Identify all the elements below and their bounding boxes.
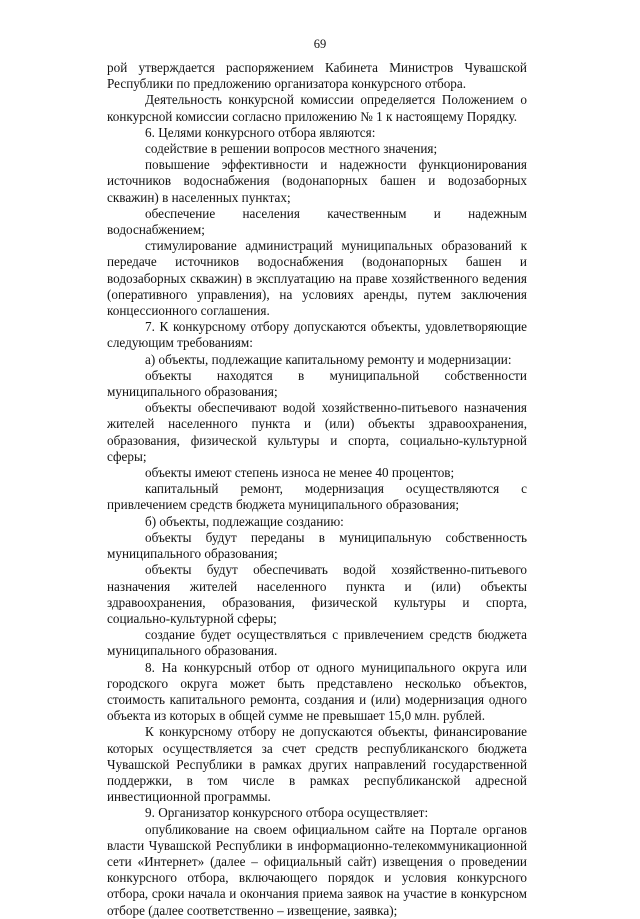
paragraph: объекты обеспечивают водой хозяйственно-питьевого назначения жителей населенного пункта и (или) объекты здравоохранения, образования, физической культуры и спорта, социально-культурной сферы;: [107, 400, 527, 464]
paragraph: К конкурсному отбору не допускаются объекты, финансирование которых осуществляется за счет средств республиканского бюджета Чувашской Республики в рамках других направлений государственной поддержки, в том числе в рамках республиканской адресной инвестиционной программы.: [107, 724, 527, 805]
paragraph: объекты будут обеспечивать водой хозяйственно-питьевого назначения жителей населенного пункта и (или) объекты здравоохранения, образования, физической культуры и спорта, социально-культурной сферы;: [107, 562, 527, 626]
paragraph: объекты будут переданы в муниципальную собственность муниципального образования;: [107, 529, 527, 562]
paragraph: опубликование на своем официальном сайте на Портале органов власти Чувашской Республики в информационно-телекоммуникационной сети «Интернет» (далее – официальный сайт) извещения о проведении конкурсного отбора, включающего порядок и условия конкурсного отбора, сроки начала и окончания приема заявок на участие в конкурсном отборе (далее соответственно – извещение, заявка);: [107, 821, 527, 918]
document-body: [107, 60, 527, 919]
paragraph: 7. К конкурсному отбору допускаются объекты, удовлетворяющие следующим требованиям:: [107, 319, 527, 351]
paragraph: Деятельность конкурсной комиссии определяется Положением о конкурсной комиссии согласно приложению № 1 к настоящему Порядку.: [107, 92, 527, 124]
paragraph: б) объекты, подлежащие созданию:: [145, 513, 344, 529]
paragraph: объекты имеют степень износа не менее 40 процентов;: [145, 465, 455, 481]
paragraph: капитальный ремонт, модернизация осуществляются с привлечением средств бюджета муниципального образования;: [107, 481, 527, 513]
paragraph: 9. Организатор конкурсного отбора осуществляет:: [145, 805, 429, 821]
paragraph: содействие в решении вопросов местного значения;: [145, 141, 438, 157]
paragraph: 8. На конкурсный отбор от одного муниципального округа или городского округа может быть представлено несколько объектов, стоимость капитального ремонта, создания и (или) модернизация одного объекта из которых в общей сумме не превышает 15,0 млн. рублей.: [107, 659, 527, 724]
paragraph: а) объекты, подлежащие капитальному ремонту и модернизации:: [145, 351, 512, 367]
paragraph: создание будет осуществляться с привлечением средств бюджета муниципального образования.: [107, 627, 527, 659]
paragraph: объекты находятся в муниципальной собственности муниципального образования;: [107, 367, 527, 400]
paragraph: рой утверждается распоряжением Кабинета Министров Чувашской Республики по предложению организатора конкурсного отбора.: [107, 60, 527, 92]
paragraph: стимулирование администраций муниципальных образований к передаче источников водоснабжения (водонапорных башен и водозаборных скважин) в эксплуатацию на праве хозяйственного ведения (оперативного управления), на условиях аренды, путем заключения концессионного соглашения.: [107, 238, 527, 319]
paragraph: повышение эффективности и надежности функционирования источников водоснабжения (водонапорных башен и водозаборных скважин) в населенных пунктах;: [107, 157, 527, 205]
page-number: 69: [313, 37, 327, 51]
paragraph: 6. Целями конкурсного отбора являются:: [145, 124, 376, 140]
paragraph: обеспечение населения качественным и надежным водоснабжением;: [107, 205, 527, 238]
